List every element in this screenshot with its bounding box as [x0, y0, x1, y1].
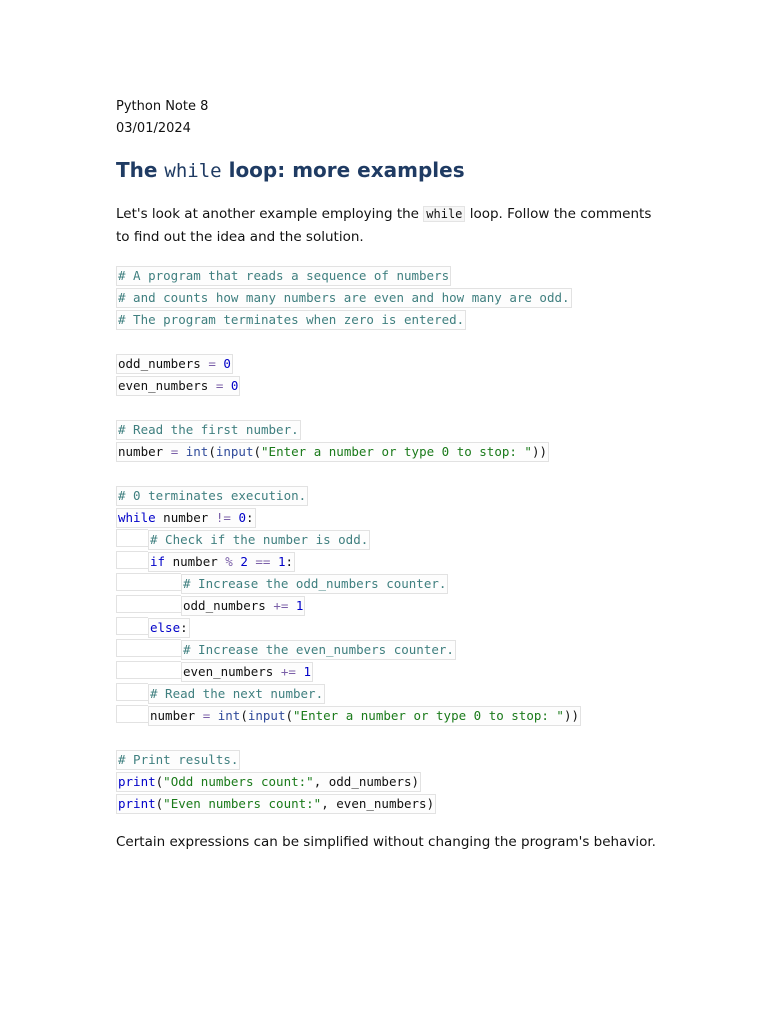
- code-line: [116, 485, 656, 507]
- code-line: [116, 375, 656, 397]
- code-token: [210, 708, 218, 723]
- code-segment: [116, 310, 466, 330]
- code-segment: [116, 442, 549, 462]
- code-token: if: [150, 554, 166, 569]
- code-segment: [116, 772, 421, 792]
- code-token: ==: [255, 554, 271, 569]
- code-line: [116, 551, 656, 573]
- code-token: # Print results.: [118, 752, 239, 767]
- code-line: [116, 573, 656, 595]
- code-token: 2: [240, 554, 248, 569]
- code-token: (: [285, 708, 294, 723]
- code-token: , odd_numbers): [313, 774, 420, 789]
- code-indent: [116, 705, 148, 723]
- code-segment: [116, 420, 301, 440]
- code-blank-line: [116, 463, 656, 485]
- code-token: print: [118, 774, 156, 789]
- code-line: [116, 529, 656, 551]
- code-line: [116, 639, 656, 661]
- code-line: [116, 705, 656, 727]
- code-token: else: [150, 620, 181, 635]
- code-indent: [116, 683, 148, 701]
- code-indent: [116, 661, 181, 679]
- code-token: "Even numbers count:": [163, 796, 322, 811]
- code-segment: [181, 596, 305, 616]
- code-line: [116, 507, 656, 529]
- code-token: (: [240, 708, 248, 723]
- code-token: , even_numbers): [321, 796, 435, 811]
- code-segment: [181, 662, 313, 682]
- code-segment: [116, 486, 308, 506]
- note-page: [116, 96, 656, 854]
- code-line: [116, 771, 656, 793]
- code-segment: [148, 684, 325, 704]
- code-line: [116, 661, 656, 683]
- code-token: 0: [238, 510, 246, 525]
- code-line: [116, 309, 656, 331]
- code-line: [116, 749, 656, 771]
- title-code-word: while: [164, 160, 222, 182]
- code-token: +=: [273, 598, 289, 613]
- code-token: number: [165, 554, 226, 569]
- code-token: =: [215, 378, 224, 393]
- intro-text-before: Let's look at another example employing the: [116, 206, 424, 222]
- code-line: [116, 793, 656, 815]
- code-line: [116, 265, 656, 287]
- code-token: # Check if the number is odd.: [150, 532, 369, 547]
- code-segment: [116, 794, 436, 814]
- code-indent: [116, 595, 181, 613]
- code-line: [116, 617, 656, 639]
- code-token: number: [155, 510, 216, 525]
- code-indent: [116, 617, 148, 635]
- code-line: [116, 683, 656, 705]
- code-token: 0: [223, 356, 231, 371]
- note-date: 03/01/2024: [116, 121, 191, 136]
- code-token: 0: [230, 378, 239, 393]
- code-indent: [116, 639, 181, 657]
- code-blank-line: [116, 727, 656, 749]
- code-token: # The program terminates when zero is entered.: [118, 312, 465, 327]
- code-token: (: [208, 444, 216, 459]
- code-blank-line: [116, 331, 656, 353]
- code-segment: [148, 552, 295, 572]
- code-token: :: [245, 510, 254, 525]
- code-indent: [116, 551, 148, 569]
- code-line: [116, 353, 656, 375]
- code-token: [223, 378, 231, 393]
- code-token: odd_numbers: [118, 356, 209, 371]
- code-token: =: [170, 444, 179, 459]
- code-token: 1: [303, 664, 311, 679]
- code-token: # Read the next number.: [150, 686, 324, 701]
- code-segment: [116, 266, 451, 286]
- code-token: input: [215, 444, 254, 459]
- code-token: number: [118, 444, 171, 459]
- code-token: print: [118, 796, 156, 811]
- intro-text-after: loop. Follow the comments to find out the idea and the solution.: [116, 206, 652, 245]
- code-token: even_numbers: [183, 664, 281, 679]
- code-segment: [116, 376, 240, 396]
- title-prefix: The: [116, 158, 165, 182]
- code-token: even_numbers: [118, 378, 216, 393]
- code-line: [116, 287, 656, 309]
- code-segment: [148, 706, 581, 726]
- code-segment: [116, 508, 256, 528]
- code-segment: [116, 354, 233, 374]
- code-token: :: [285, 554, 294, 569]
- code-blank-line: [116, 397, 656, 419]
- code-indent: [116, 529, 148, 547]
- code-segment: [181, 574, 448, 594]
- code-token: )): [563, 708, 580, 723]
- code-line: [116, 595, 656, 617]
- code-token: )): [531, 444, 548, 459]
- code-token: int: [185, 444, 209, 459]
- code-token: [178, 444, 186, 459]
- code-token: (: [155, 796, 164, 811]
- code-segment: [181, 640, 456, 660]
- code-token: "Odd numbers count:": [163, 774, 314, 789]
- code-token: (: [155, 774, 164, 789]
- outro-paragraph: Certain expressions can be simplified without changing the program's behavior.: [116, 834, 656, 850]
- code-token: # Read the first number.: [118, 422, 299, 437]
- code-line: [116, 419, 656, 441]
- code-token: !=: [215, 510, 231, 525]
- code-token: :: [180, 620, 188, 635]
- code-token: int: [217, 708, 241, 723]
- code-token: # and counts how many numbers are even and how many are odd.: [118, 290, 570, 305]
- code-token: # Increase the even_numbers counter.: [183, 642, 454, 657]
- code-token: # A program that reads a sequence of numbers: [118, 268, 450, 283]
- code-token: (: [253, 444, 262, 459]
- code-segment: [148, 530, 370, 550]
- code-token: number: [150, 708, 203, 723]
- code-token: "Enter a number or type 0 to stop: ": [261, 444, 532, 459]
- code-token: =: [208, 356, 216, 371]
- code-indent: [116, 573, 181, 591]
- code-token: # 0 terminates execution.: [118, 488, 307, 503]
- code-token: [270, 554, 278, 569]
- code-segment: [116, 750, 240, 770]
- code-token: +=: [280, 664, 296, 679]
- code-token: "Enter a number or type 0 to stop: ": [293, 708, 564, 723]
- code-token: while: [118, 510, 156, 525]
- code-token: [288, 598, 296, 613]
- code-token: 1: [295, 598, 304, 613]
- intro-paragraph: [116, 203, 656, 249]
- code-segment: [148, 618, 190, 638]
- code-token: 1: [278, 554, 286, 569]
- code-token: # Increase the odd_numbers counter.: [183, 576, 447, 591]
- title-suffix: loop: more examples: [221, 158, 465, 182]
- intro-inline-code: while: [423, 206, 465, 222]
- code-block: [116, 265, 656, 815]
- code-token: odd_numbers: [183, 598, 274, 613]
- code-line: [116, 441, 656, 463]
- code-segment: [116, 288, 572, 308]
- code-token: %: [225, 554, 233, 569]
- code-token: =: [202, 708, 211, 723]
- note-name: Python Note 8: [116, 99, 209, 114]
- page-title: [116, 156, 656, 185]
- code-token: input: [247, 708, 286, 723]
